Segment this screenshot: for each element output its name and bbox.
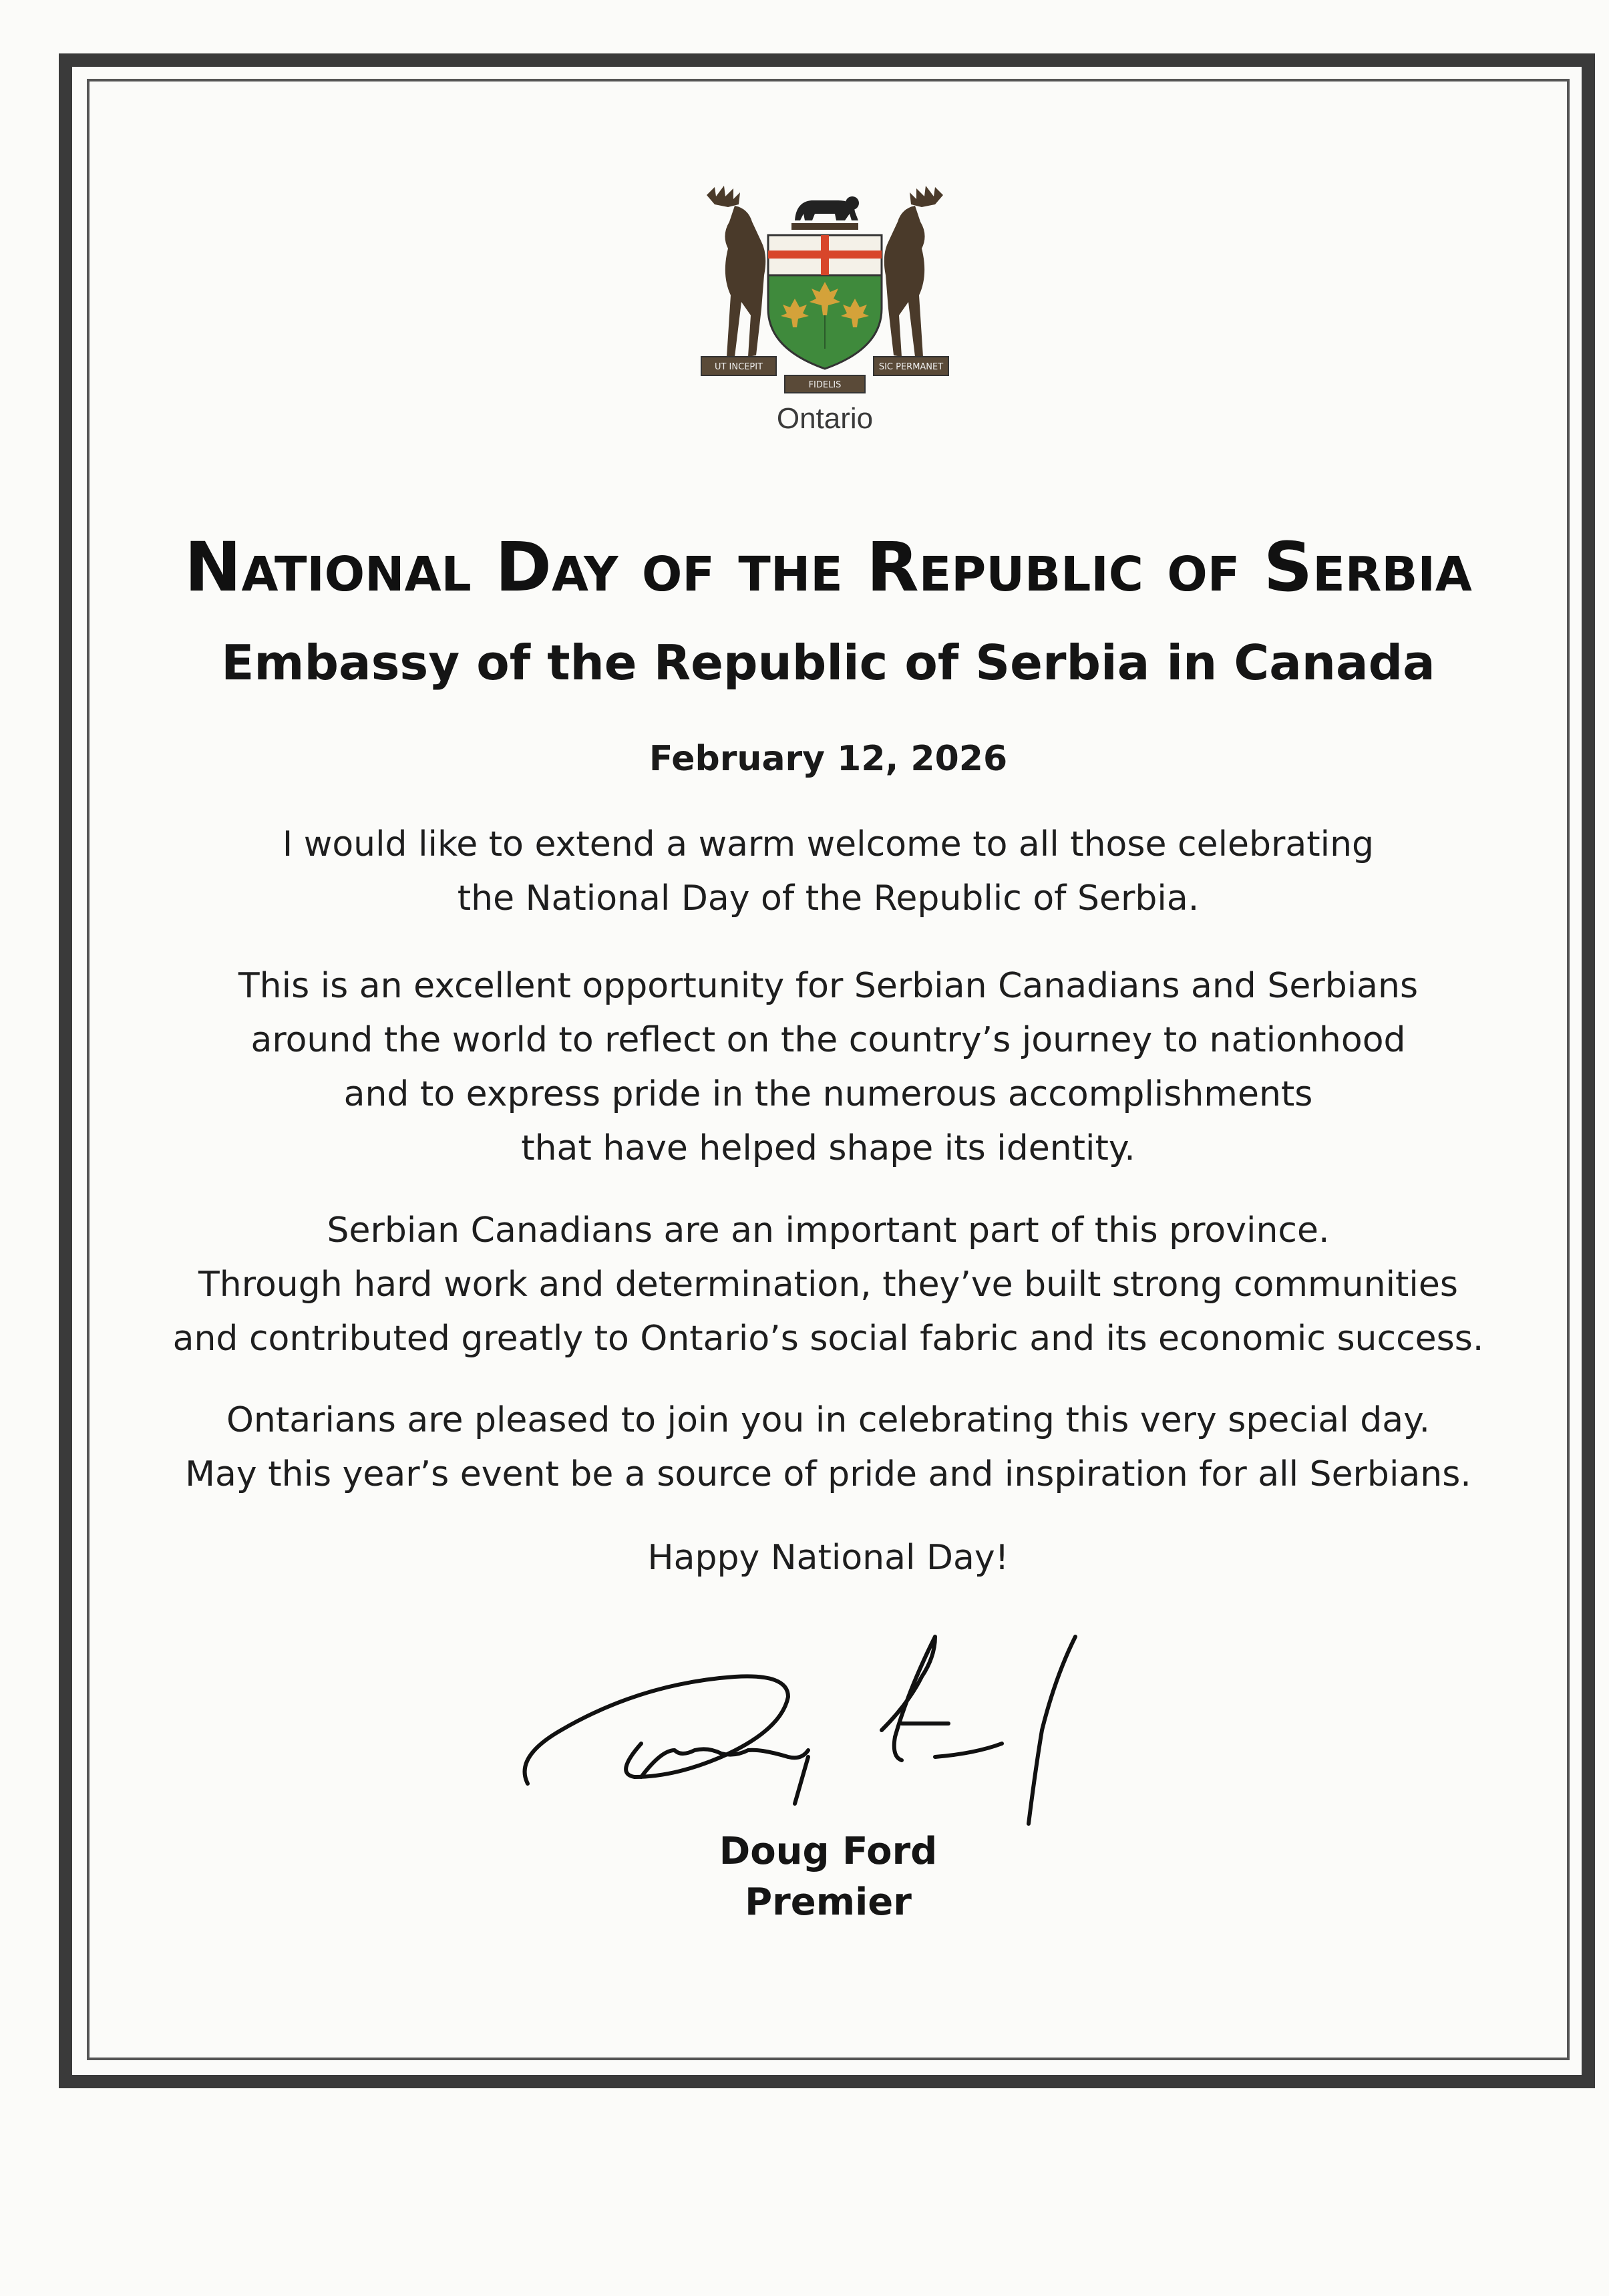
paragraph-line: that have helped shape its identity. <box>521 1128 1135 1168</box>
paragraph-community <box>147 1204 1509 1366</box>
signer-name: Doug Ford <box>719 1830 938 1873</box>
paragraph-celebration <box>147 1393 1509 1502</box>
paragraph-line: I would like to extend a warm welcome to all those celebrating <box>282 824 1375 864</box>
motto-left: UT INCEPIT <box>714 362 763 372</box>
moose-left-icon <box>707 186 765 357</box>
motto-center: FIDELIS <box>808 380 842 390</box>
page-subtitle: Embassy of the Republic of Serbia in Canada <box>221 635 1435 691</box>
bear-icon <box>791 196 859 230</box>
paragraph-opportunity <box>147 959 1509 1176</box>
paragraph-line: the National Day of the Republic of Serbia. <box>457 878 1200 919</box>
paragraph-line: Through hard work and determination, they’ve built strong communities <box>198 1265 1458 1305</box>
page-title: National Day of the Republic of Serbia <box>184 528 1472 607</box>
paragraph-line: around the world to reflect on the country’s journey to nationhood <box>250 1020 1406 1060</box>
closing-line: Happy National Day! <box>647 1538 1009 1578</box>
moose-right-icon <box>884 186 943 357</box>
paragraph-line: and contributed greatly to Ontario’s social fabric and its economic success. <box>172 1319 1484 1359</box>
paragraph-line: This is an excellent opportunity for Serbian Canadians and Serbians <box>238 966 1419 1006</box>
paragraph-line: and to express pride in the numerous accomplishments <box>343 1074 1313 1114</box>
paragraph-line: Ontarians are pleased to join you in celebrating this very special day. <box>226 1400 1431 1440</box>
shield-icon <box>768 235 882 369</box>
signer-title: Premier <box>745 1880 912 1924</box>
crest-caption: Ontario <box>776 402 874 435</box>
motto-right: SIC PERMANET <box>878 362 944 372</box>
paragraph-welcome <box>147 818 1509 926</box>
signer-block <box>120 1826 1536 1928</box>
handwritten-signature-icon <box>508 1623 1162 1837</box>
letter-date: February 12, 2026 <box>649 739 1008 779</box>
paragraph-line: Serbian Canadians are an important part of this province. <box>327 1210 1330 1251</box>
paragraph-line: May this year’s event be a source of pride and inspiration for all Serbians. <box>185 1454 1471 1494</box>
